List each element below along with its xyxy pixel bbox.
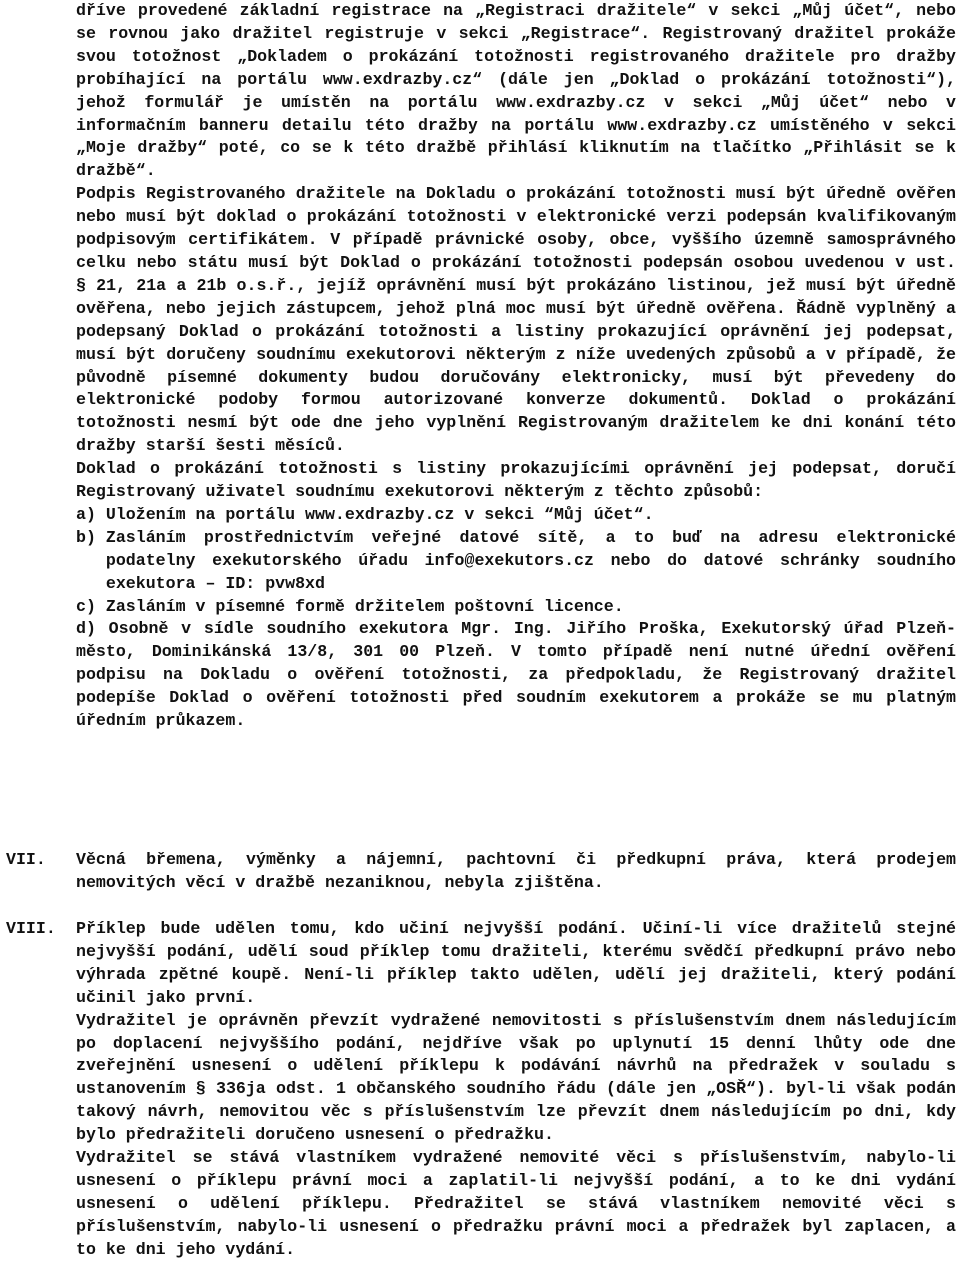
delivery-paragraph: Doklad o prokázání totožnosti s listiny prokazujícími oprávnění jej podepsat, doručí Registrovaný uživatel soudnímu exekutorovi některým z těchto způsobů: xyxy=(76,459,956,502)
section-vii-text: Věcná břemena, výměnky a nájemní, pachtovní či předkupní práva, která prodejem nemovitých věcí v dražbě nezaniknou, nebyla zjištěna. xyxy=(76,850,956,892)
section-numeral: VII. xyxy=(6,850,46,869)
registration-paragraph: dříve provedené základní registrace na „Registraci dražitele“ v sekci „Můj účet“, nebo se rovnou jako dražitel registruje v sekci „Registrace“. Registrovaný dražitel prokáže svou totožnost „Dokladem o prokázání totožnosti registrovaného dražitele pro dražby probíhající na portálu www.exdrazby.cz“ (dále jen „Doklad o prokázání totožnosti“), jehož formulář je umístěn na portálu www.exdrazby.cz v sekci „Můj účet“ nebo v informačním banneru detailu této dražby na portálu www.exdrazby.cz umístěného v sekci „Moje dražby“ poté, co se k této dražbě přihlásí kliknutím na tlačítko „Přihlásit se k dražbě“. xyxy=(76,1,956,181)
option-text: Uložením na portálu www.exdrazby.cz v sekci “Můj účet“. xyxy=(105,504,654,524)
option-label: b) xyxy=(76,527,106,547)
option-label: a) xyxy=(76,504,106,524)
option-text: Osobně v sídle soudního exekutora Mgr. Ing. Jiřího Proška, Exekutorský úřad Plzeň-město, Dominikánská 13/8, 301 00 Plzeň. V tomto případě není nutné úřední ověření podpisu na Dokladu o ověření totožnosti, za předpokladu, že Registrovaný dražitel podepíše Doklad o ověření totožnosti před soudním exekutorem a prokáže se mu platným úředním průkazem. xyxy=(76,619,956,731)
option-label: c) xyxy=(76,596,106,616)
option-label: d) xyxy=(76,619,109,639)
delivery-option-b xyxy=(76,527,956,596)
option-text: Zasláním prostřednictvím veřejné datové sítě, a to buď na adresu elektronické podatelny exekutorského úřadu info@exekutors.cz nebo do datové schránky soudního exekutora – ID: pvw8xd xyxy=(105,527,956,593)
delivery-option-a xyxy=(76,504,956,527)
option-text: Zasláním v písemné formě držitelem poštovní licence. xyxy=(105,596,624,616)
delivery-option-c xyxy=(76,596,956,619)
intro-section xyxy=(76,0,956,733)
ownership-paragraph: Vydražitel se stává vlastníkem vydražené nemovité věci s příslušenstvím, nabylo-li usnesení o příklepu právní moci a zaplatil-li nejvyšší podání, a to ke dni vydání usnesení o udělení příklepu. Předražitel se stává vlastníkem nemovité věci s příslušenstvím, nabylo-li usnesení o předražku právní moci a předražek byl zaplacen, a to ke dni jeho vydání. xyxy=(76,1148,956,1259)
delivery-option-d xyxy=(76,618,956,733)
signature-paragraph: Podpis Registrovaného dražitele na Dokladu o prokázání totožnosti musí být úředně ověřen nebo musí být doklad o prokázání totožnosti v elektronické verzi podepsán kvalifikovaným podpisovým certifikátem. V případě právnické osoby, obce, vyššího územně samosprávného celku nebo státu musí být Doklad o prokázání totožnosti podepsán osobou uvedenou v ust. § 21, 21a a 21b o.s.ř., jejíž oprávnění musí být prokázáno listinou, jež musí být úředně ověřena, nebo jejich zástupcem, jehož plná moc musí být úředně ověřena. Řádně vyplněný a podepsaný Doklad o prokázání totožnosti a listiny prokazující oprávnění jej podepsat, musí být doručeny soudnímu exekutorovi některým z níže uvedených způsobů a v případě, že původně písemné dokumenty budou doručovány elektronicky, musí být převedeny do elektronické podoby formou autorizované konverze dokumentů. Doklad o prokázání totožnosti nesmí být ode dne jeho vyplnění Registrovaným dražitelem ke dni konání této dražby starší šesti měsíců. xyxy=(76,184,956,456)
bid-paragraph: Příklep bude udělen tomu, kdo učiní nejvyšší podání. Učiní-li více dražitelů stejné nejvyšší podání, udělí soud příklep tomu dražiteli, kterému svědčí předkupní právo nebo výhrada zpětné koupě. Není-li příklep takto udělen, udělí jej dražiteli, který podání učinil jako první. xyxy=(76,919,956,1007)
section-numeral: VIII. xyxy=(6,919,56,938)
takeover-paragraph: Vydražitel je oprávněn převzít vydražené nemovitosti s příslušenstvím dnem následujícím po doplacení nejvyššího podání, nejdříve však po uplynutí 15 denní lhůty ode dne zveřejnění usnesení o udělení příklepu k podávání návrhů na předražek v souladu s ustanovením § 336ja odst. 1 občanského soudního řádu (dále jen „OSŘ“). byl-li však podán takový návrh, nemovitou věc s příslušenstvím lze převzít dnem následujícím po dni, kdy bylo předražiteli doručeno usnesení o předražku. xyxy=(76,1010,956,1145)
